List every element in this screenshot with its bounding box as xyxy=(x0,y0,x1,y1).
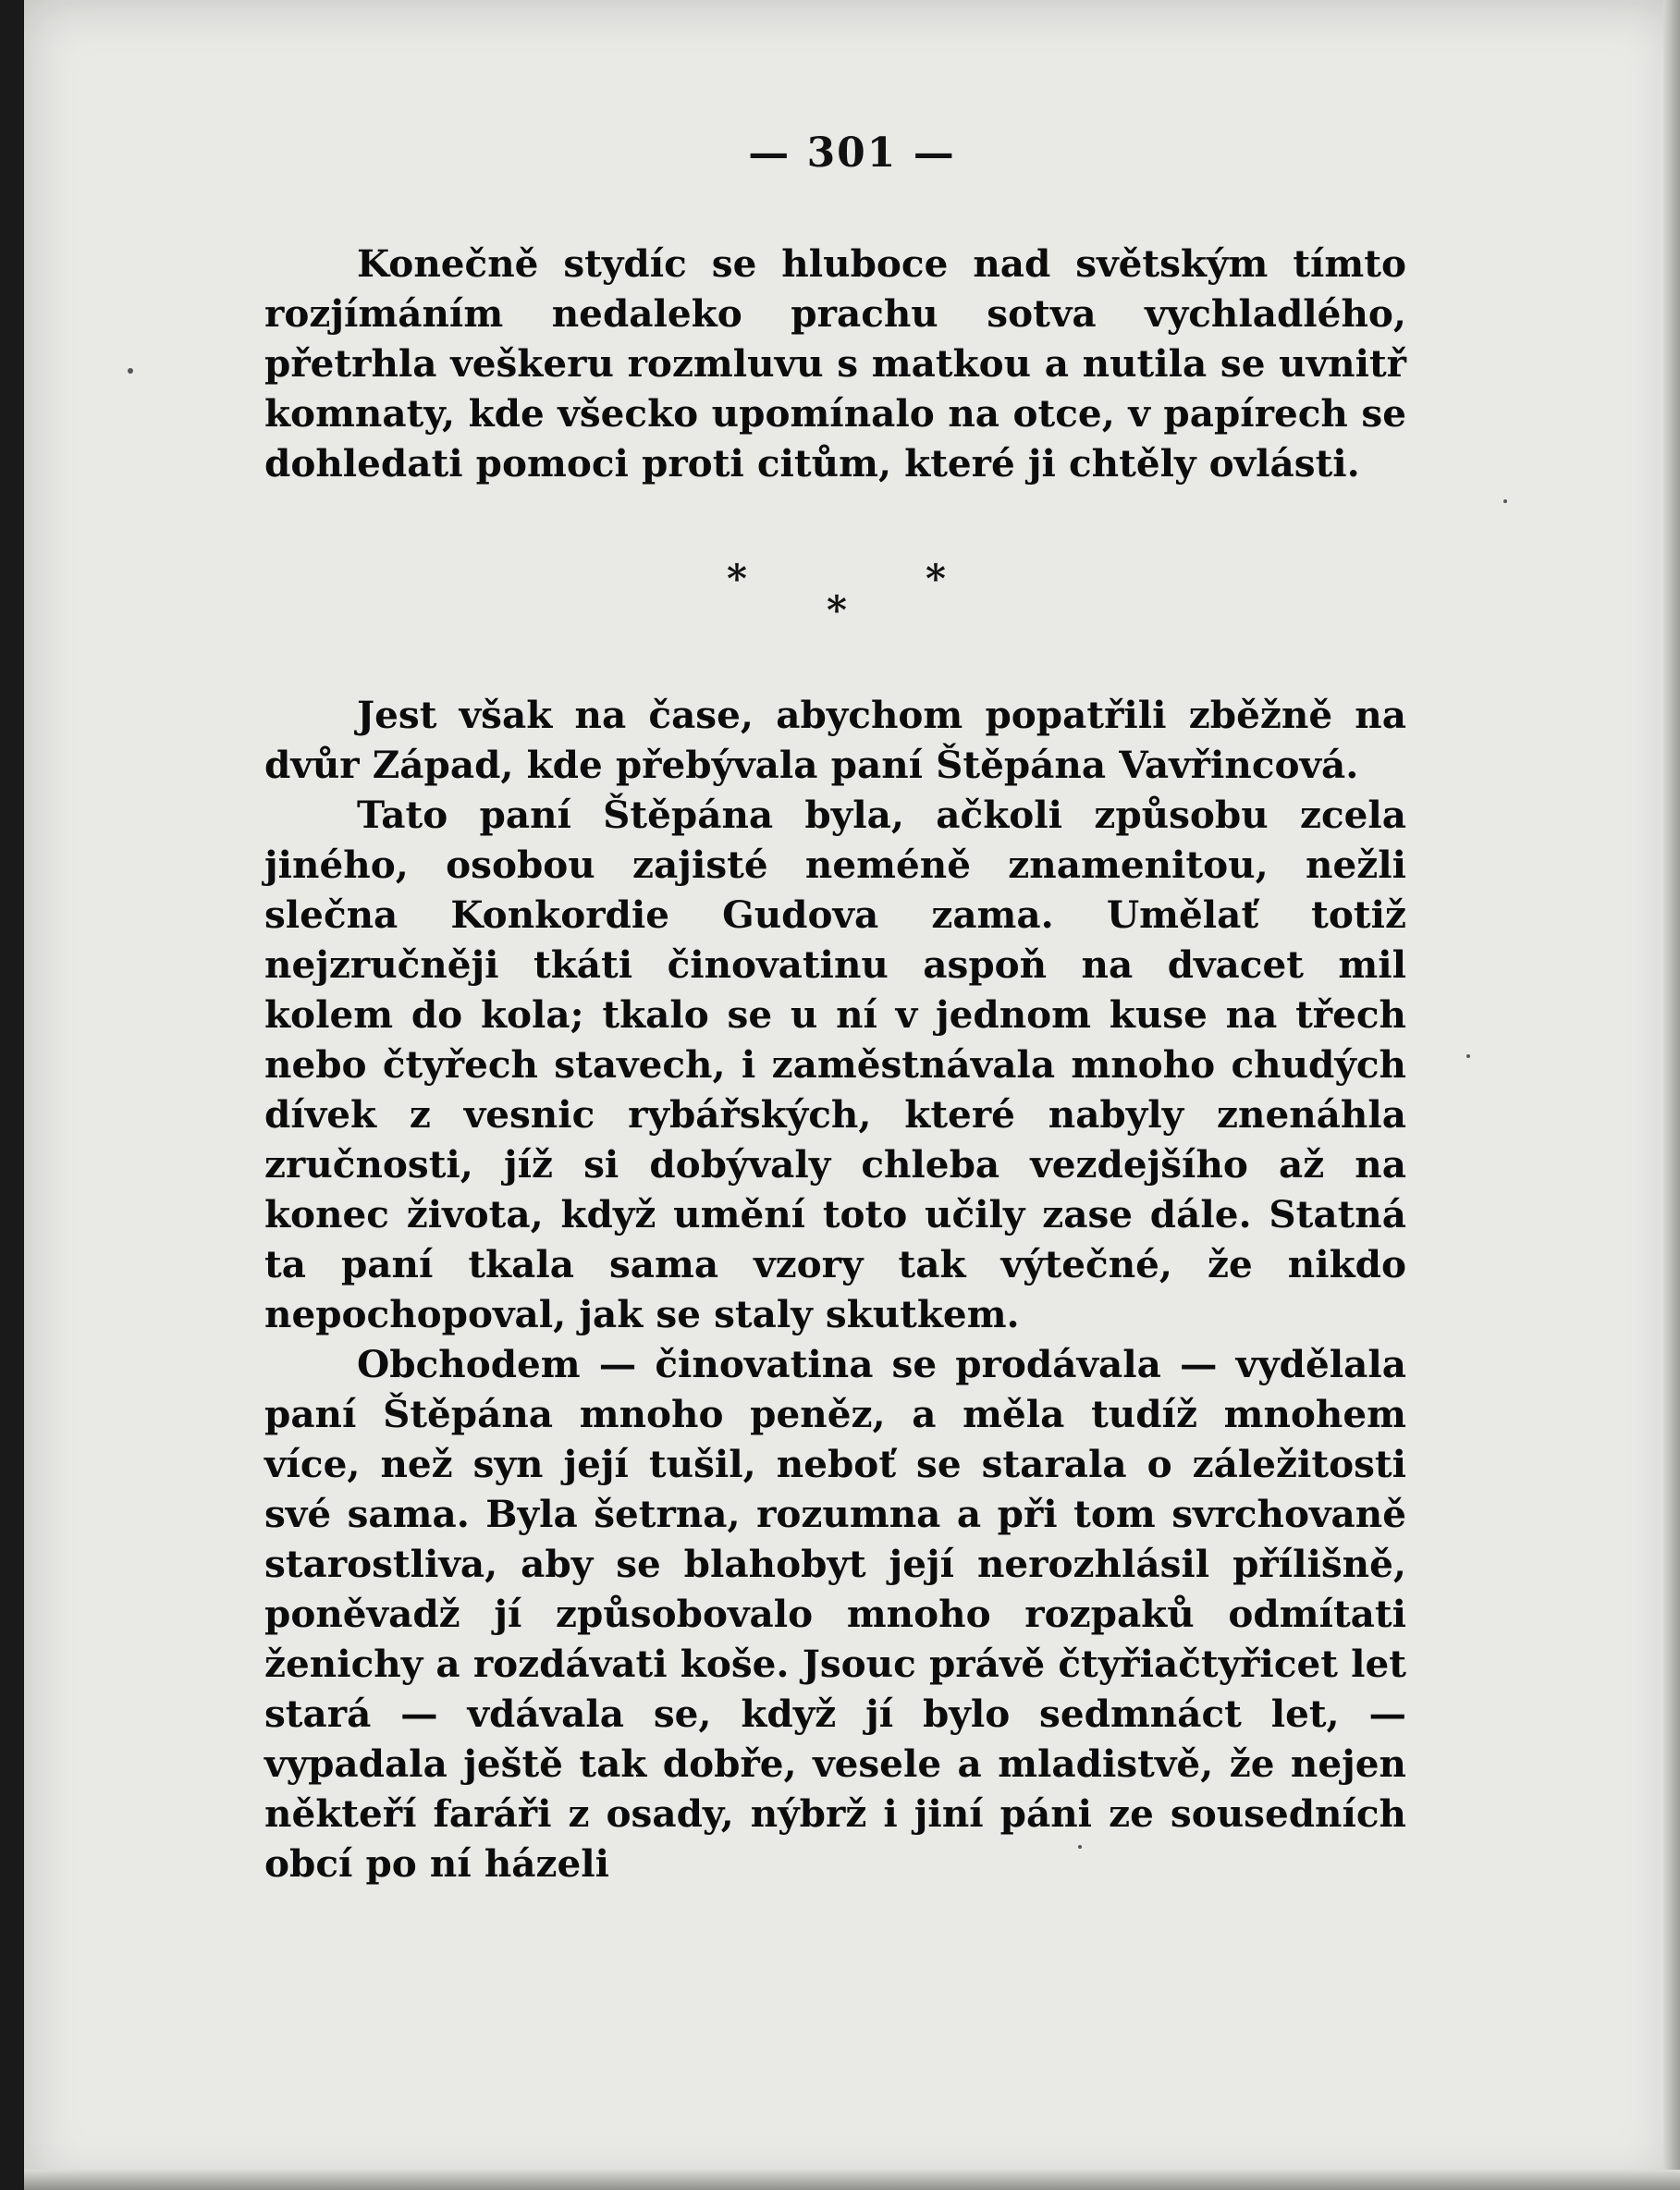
scanned-page xyxy=(24,0,1680,2190)
page-edge-bottom xyxy=(24,2170,1680,2190)
text-block-main xyxy=(264,690,1406,1889)
asterism-star: * xyxy=(727,556,747,601)
text-block-top xyxy=(264,239,1406,488)
page-edge-right xyxy=(1663,0,1680,2190)
asterism-star: * xyxy=(926,556,946,601)
section-asterism xyxy=(24,541,1680,633)
paper-speck xyxy=(1503,499,1507,503)
page-number: — 301 — xyxy=(748,129,956,177)
asterism-star: * xyxy=(827,587,847,633)
paragraph: Obchodem — činovatina se prodávala — vydělala paní Štěpána mnoho peněz, a měla tudíž mnohem více, než syn její tušil, neboť se starala o záležitosti své sama. Byla šetrna, rozumna a při tom svrchovaně starostliva, aby se blahobyt její nerozhlásil přílišně, poněvadž jí způsobovalo mnoho rozpaků odmítati ženichy a rozdávati koše. Jsouc právě čtyřiačtyřicet let stará — vdávala se, když jí bylo sedmnáct let, — vypadala ještě tak dobře, vesele a mladistvě, že nejen někteří faráři z osady, nýbrž i jiní páni ze sousedních obcí po ní házeli xyxy=(264,1342,1406,1886)
paper-speck xyxy=(128,368,133,374)
paragraph: Jest však na čase, abychom popatřili zběžně na dvůr Západ, kde přebývala paní Štěpána Vavřincová. xyxy=(264,693,1406,787)
paper-speck xyxy=(1466,1054,1470,1058)
paragraph: Tato paní Štěpána byla, ačkoli způsobu zcela jiného, osobou zajisté neméně znamenitou, nežli slečna Konkordie Gudova zama. Umělať totiž nejzručněji tkáti činovatinu aspoň na dvacet mil kolem do kola; tkalo se u ní v jednom kuse na třech nebo čtyřech stavech, i zaměstnávala mnoho chudých dívek z vesnic rybářských, které nabyly znenáhla zručnosti, jíž si dobývaly chleba vezdejšího až na konec života, když umění toto učily zase dále. Statná ta paní tkala sama vzory tak výtečné, že nikdo nepochopoval, jak se staly skutkem. xyxy=(264,793,1406,1336)
paragraph: Konečně stydíc se hluboce nad světským tímto rozjímáním nedaleko prachu sotva vychladlého, přetrhla veškeru rozmluvu s matkou a nutila se uvnitř komnaty, kde všecko upomínalo na otce, v papírech se dohledati pomoci proti citům, které ji chtěly ovlásti. xyxy=(264,241,1406,486)
